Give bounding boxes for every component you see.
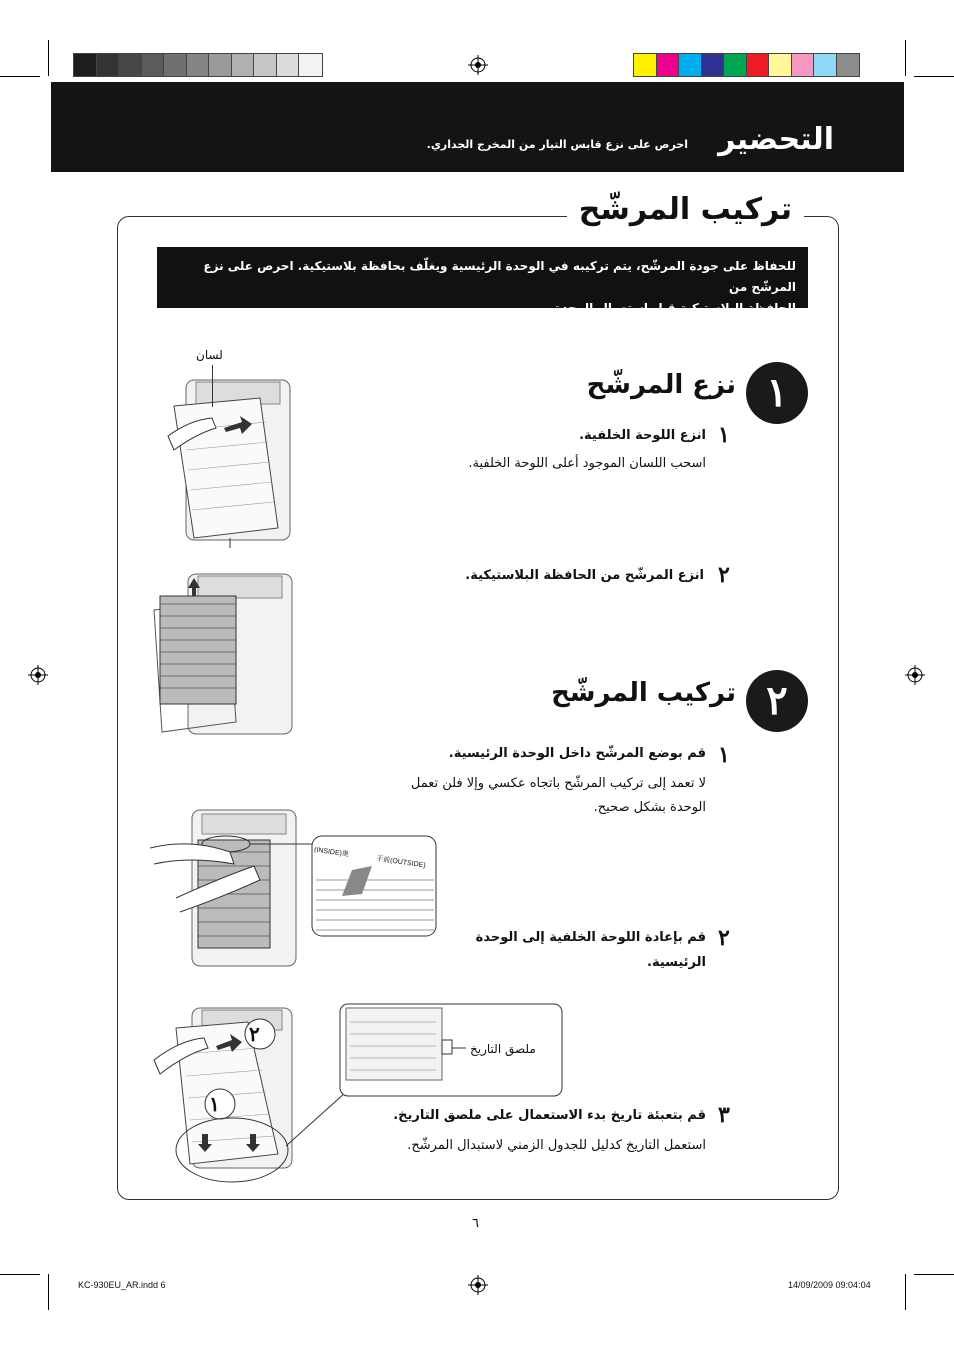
registration-mark-icon — [905, 665, 925, 685]
color-swatch — [164, 54, 187, 76]
insert-filter-illustration — [150, 808, 440, 970]
section-title: تركيب المرشّح — [567, 192, 804, 227]
color-swatch — [837, 54, 860, 76]
color-swatch — [97, 54, 120, 76]
color-swatch — [187, 54, 210, 76]
color-swatch — [792, 54, 815, 76]
order-mark: ٢ — [249, 1022, 260, 1046]
substep-number: ١ — [718, 742, 730, 768]
substep-title: قم بإعادة اللوحة الخلفية إلى الوحدة — [475, 930, 706, 945]
substep-number: ٢ — [718, 925, 730, 951]
color-swatch — [254, 54, 277, 76]
warning-line: للحفاظ على جودة المرشّح، يتم تركيبه في الوحدة الرئيسية ويغلّف بحافظة بلاستيكية. احرص على نزع المرشّح من — [203, 259, 796, 294]
crop-mark — [914, 76, 954, 77]
substep-title: انزع المرشّح من الحافظة البلاستيكية. — [465, 568, 704, 583]
substep-description: استعمل التاريخ كدليل للجدول الزمني لاستبدال المرشّح. — [407, 1138, 706, 1153]
substep-number: ١ — [718, 422, 730, 448]
color-swatch — [634, 54, 657, 76]
color-swatch — [679, 54, 702, 76]
crop-mark — [0, 1274, 40, 1275]
footer-filename: KC-930EU_AR.indd 6 — [78, 1280, 166, 1290]
color-swatch — [209, 54, 232, 76]
color-swatch — [119, 54, 142, 76]
substep-description: الوحدة بشكل صحيح. — [593, 800, 706, 815]
outside-label: 手前(OUTSIDE) — [375, 855, 426, 870]
remove-back-panel-illustration — [160, 370, 300, 550]
registration-mark-icon — [468, 1275, 488, 1295]
color-swatch — [299, 54, 322, 76]
step-number-badge: ١ — [746, 362, 808, 424]
page-number: ٦ — [472, 1216, 479, 1231]
date-sticker-label: ملصق التاريخ — [470, 1042, 536, 1056]
color-swatch — [74, 54, 97, 76]
footer-timestamp: 14/09/2009 09:04:04 — [788, 1280, 871, 1290]
leader-line — [212, 365, 213, 407]
crop-mark — [914, 1274, 954, 1275]
page-title: التحضير — [718, 122, 834, 157]
color-swatch — [232, 54, 255, 76]
color-swatch — [747, 54, 770, 76]
registration-mark-icon — [468, 55, 488, 75]
substep-number: ٣ — [718, 1102, 730, 1128]
substep-description: لا تعمد إلى تركيب المرشّح باتجاه عكسي وإلا فلن تعمل — [410, 776, 706, 791]
color-swatch — [724, 54, 747, 76]
crop-mark — [48, 40, 49, 76]
color-swatch — [814, 54, 837, 76]
warning-box — [157, 247, 808, 315]
substep-description: اسحب اللسان الموجود أعلى اللوحة الخلفية. — [468, 456, 706, 471]
crop-mark — [905, 40, 906, 76]
substep-number: ٢ — [718, 562, 730, 588]
substep-title: قم بوضع المرشّح داخل الوحدة الرئيسية. — [448, 746, 706, 761]
step-number-badge: ٢ — [746, 670, 808, 732]
crop-mark — [0, 76, 40, 77]
tab-label: لسان — [196, 348, 223, 362]
step-title: نزع المرشّح — [586, 370, 736, 400]
color-swatch — [277, 54, 300, 76]
crop-mark — [905, 1274, 906, 1310]
inside-label: (INSIDE)奥 — [313, 846, 350, 859]
crop-mark — [48, 1274, 49, 1310]
header-note: احرص على نزع قابس التيار من المخرج الجداري. — [426, 138, 688, 151]
substep-title: قم بتعبئة تاريخ بدء الاستعمال على ملصق التاريخ. — [393, 1108, 706, 1123]
color-swatch — [702, 54, 725, 76]
color-swatch — [769, 54, 792, 76]
warning-line: الحافظة البلاستيكية قبل استعمال الوحدة. — [549, 301, 796, 315]
registration-mark-icon — [28, 665, 48, 685]
color-swatch — [142, 54, 165, 76]
step-title: تركيب المرشّح — [551, 678, 736, 708]
substep-title: الرئيسية. — [647, 955, 706, 970]
order-mark: ١ — [209, 1092, 220, 1116]
header-band — [51, 82, 904, 172]
substep-title: انزع اللوحة الخلفية. — [579, 428, 706, 443]
color-swatch — [657, 54, 680, 76]
remove-filter-illustration — [150, 572, 300, 740]
